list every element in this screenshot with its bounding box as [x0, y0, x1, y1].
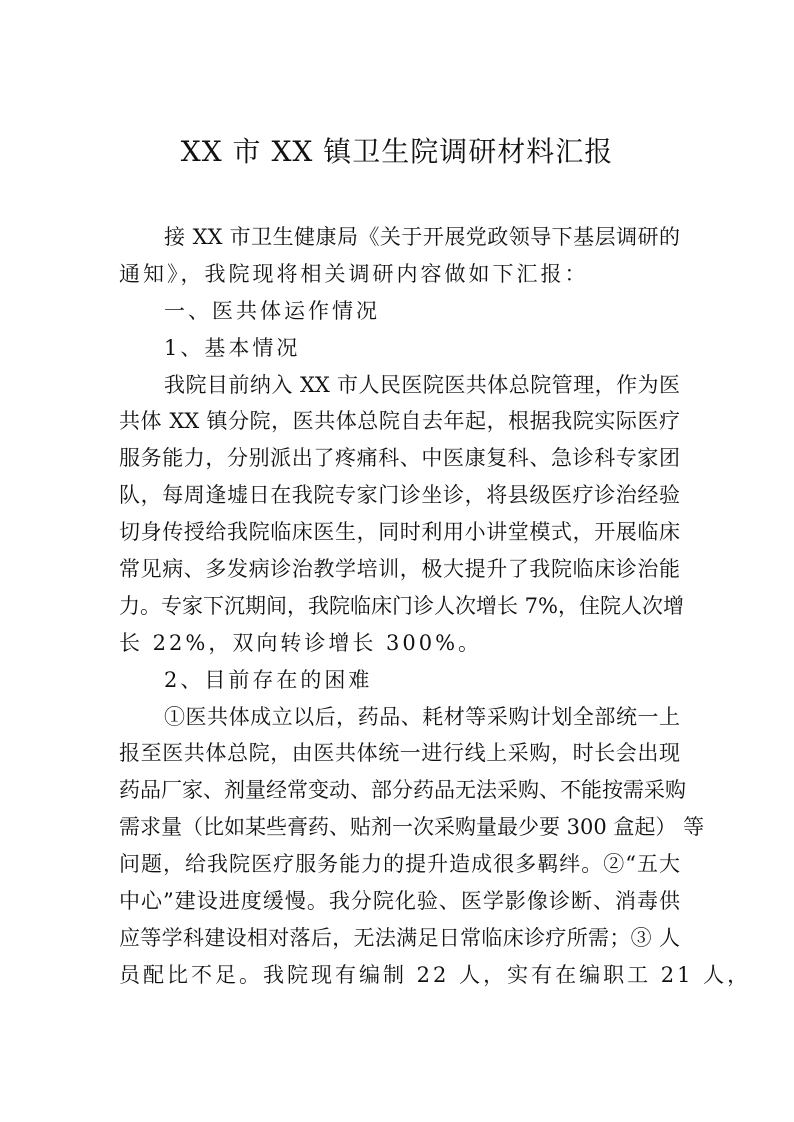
paragraph-line: 常见病、多发病诊治教学培训，极大提升了我院临床诊治能	[119, 557, 680, 582]
paragraph-line: 药品厂家、剂量经常变动、部分药品无法采购、不能按需采购	[119, 778, 686, 803]
paragraph-line: 长 22%，双向转诊增长 300%。	[119, 630, 483, 655]
paragraph-line: 问题，给我院医疗服务能力的提升造成很多羁绊。②“五大	[119, 852, 680, 877]
paragraph-line: 我院目前纳入 XX 市人民医院医共体总院管理，作为医	[164, 372, 680, 397]
paragraph-line: 队，每周逢墟日在我院专家门诊坐诊，将县级医疗诊治经验	[119, 483, 680, 508]
paragraph-line: 中心”建设进度缓慢。我分院化验、医学影像诊断、消毒供	[119, 889, 680, 914]
paragraph-line: 服务能力，分别派出了疼痛科、中医康复科、急诊科专家团	[119, 446, 680, 471]
paragraph-line: 力。专家下沉期间，我院临床门诊人次增长 7%，住院人次增	[119, 593, 684, 618]
paragraph-line: ①医共体成立以后，药品、耗材等采购计划全部统一上	[164, 704, 680, 729]
document-body	[119, 219, 752, 994]
paragraph-line: 报至医共体总院，由医共体统一进行线上采购，时长会出现	[119, 741, 680, 766]
paragraph-line: 共体 XX 镇分院，医共体总院自去年起，根据我院实际医疗	[119, 409, 680, 434]
paragraph-line: 2、目前存在的困难	[164, 667, 373, 692]
paragraph-line: 接 XX 市卫生健康局《关于开展党政领导下基层调研的	[164, 225, 680, 249]
document-title: XX 市 XX 镇卫生院调研材料汇报	[180, 135, 614, 168]
paragraph-line: 需求量（比如某些膏药、贴剂一次采购量最少要 300 盒起） 等	[119, 815, 705, 840]
paragraph-line: 员配比不足。我院现有编制 22 人，实有在编职工 21 人，	[119, 962, 752, 987]
paragraph-line: 1、基本情况	[164, 335, 301, 360]
paragraph-line: 通知》，我院现将相关调研内容做如下汇报：	[119, 261, 589, 286]
paragraph-line: 切身传授给我院临床医生，同时利用小讲堂模式，开展临床	[119, 520, 680, 545]
paragraph-line: 应等学科建设相对落后，无法满足日常临床诊疗所需；③ 人	[119, 925, 680, 950]
paragraph-line: 一、医共体运作情况	[164, 298, 380, 323]
